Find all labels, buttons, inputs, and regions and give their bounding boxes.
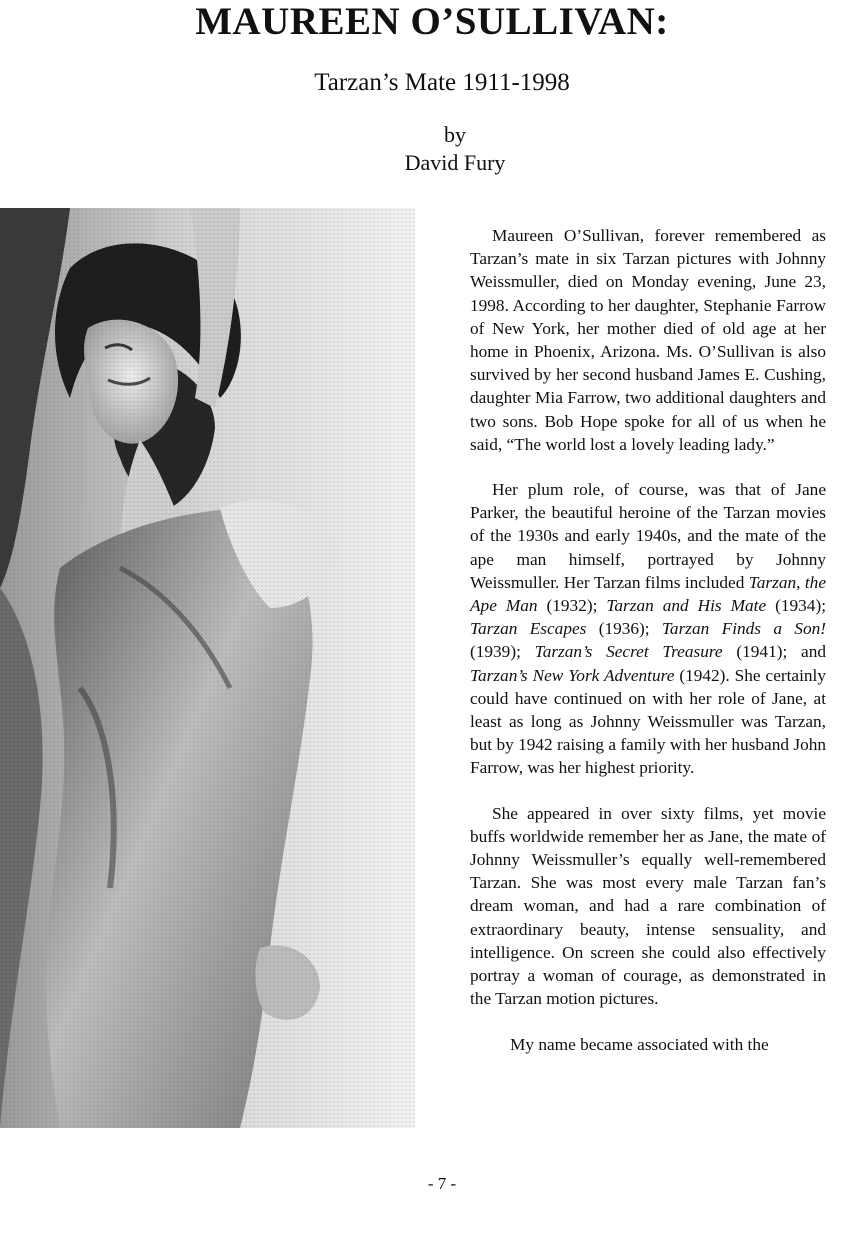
page-number: - 7 -: [427, 1174, 457, 1193]
film-title: Tarzan and His Mate: [606, 596, 767, 616]
paragraph: She appeared in over sixty films, yet movie buffs worldwide remember her as Jane, the mate of Johnny Weissmuller’s equally well-remembered Tarzan. She was most every male Tarzan fan’s dream woman, and had a rare combination of extraordinary beauty, intense sensuality, and intelligence. On screen she could also effectively portray a woman of courage, as demonstrated in the Tarzan motion pictures.: [470, 803, 826, 1009]
paragraph: Her plum role, of course, was that of Jane Parker, the beautiful heroine of the Tarzan movies of the 1930s and early 1940s, and the mate of the ape man himself, portrayed by Johnny Weissmuller. Her Tarzan films included Tarzan, the Ape Man (1932); Tarzan and His Mate (1934); Tarzan Escapes (1936); Tarzan Finds a Son! (1939); Tarzan’s Secret Treasure (1941); and Tarzan’s New York Adventure (1942). She certainly could have continued on with her role of Jane, at least as long as Johnny Weissmuller was Tarzan, but by 1942 raising a family with her husband John Farrow, was her highest priority.: [470, 480, 827, 778]
portrait-photo: [0, 208, 415, 1128]
paragraph: My name became associated with the: [510, 1034, 769, 1054]
film-title: Tarzan’s New York Adventure: [470, 665, 675, 685]
article-title: MAUREEN O’SULLIVAN:: [195, 0, 669, 43]
film-title: Tarzan, the Ape Man: [470, 572, 826, 616]
portrait-photo-icon: [0, 208, 415, 1128]
film-title: Tarzan Escapes: [470, 619, 587, 639]
film-title: Tarzan’s Secret Treasure: [534, 642, 723, 662]
film-title: Tarzan Finds a Son!: [661, 619, 826, 639]
article-subtitle: Tarzan’s Mate 1911-1998: [314, 69, 570, 96]
author-name: David Fury: [404, 150, 506, 175]
article-body: [470, 224, 826, 1056]
paragraph: Maureen O’Sullivan, forever remembered as Tarzan’s mate in six Tarzan pictures with Johnny Weissmuller, died on Monday evening, June 23, 1998. According to her daughter, Stephanie Farrow of New York, her mother died of old age at her home in Phoenix, Arizona. Ms. O’Sullivan is also survived by her second husband James E. Cushing, daughter Mia Farrow, two additional daughters and two sons. Bob Hope spoke for all of us when he said, “The world lost a lovely leading lady.”: [470, 226, 826, 454]
byline: by: [444, 122, 466, 147]
